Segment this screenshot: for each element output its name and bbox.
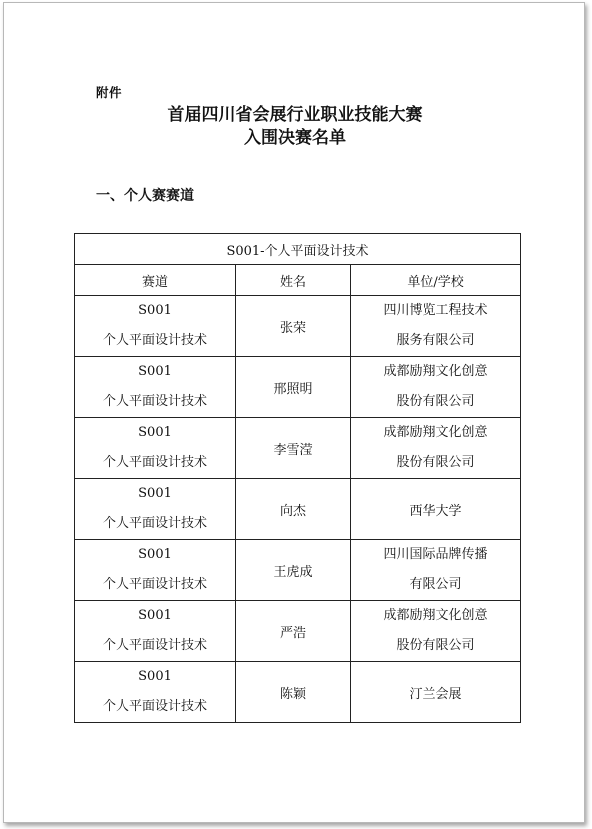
track-name: 个人平面设计技术	[102, 394, 207, 409]
org-line-2: 股份有限公司	[396, 394, 475, 409]
table-header-row	[75, 265, 521, 296]
table-row	[75, 601, 521, 662]
header-organization: 单位/学校	[351, 265, 521, 296]
name-cell: 严浩	[236, 601, 351, 662]
track-code: S001	[138, 669, 172, 684]
org-line-1: 四川国际品牌传播	[383, 547, 488, 562]
track-cell	[75, 296, 236, 357]
name-cell: 王虎成	[236, 540, 351, 601]
org-line-2: 有限公司	[409, 577, 462, 592]
org-line-1: 四川博览工程技术	[383, 303, 488, 318]
table-row	[75, 418, 521, 479]
table-caption: S001-个人平面设计技术	[75, 234, 521, 265]
table-row	[75, 662, 521, 723]
track-name: 个人平面设计技术	[102, 577, 207, 592]
header-track: 赛道	[75, 265, 236, 296]
org-line-1: 成都励翔文化创意	[383, 364, 488, 379]
org-line-2: 服务有限公司	[396, 333, 475, 348]
org-line-2: 股份有限公司	[396, 638, 475, 653]
table-row	[75, 540, 521, 601]
org-line-2: 股份有限公司	[396, 455, 475, 470]
organization-cell	[351, 601, 521, 662]
track-name: 个人平面设计技术	[102, 638, 207, 653]
track-name: 个人平面设计技术	[102, 455, 207, 470]
track-code: S001	[138, 547, 172, 562]
attachment-label: 附件	[96, 85, 123, 100]
track-code: S001	[138, 608, 172, 623]
organization-cell	[351, 296, 521, 357]
org-line-1: 成都励翔文化创意	[383, 425, 488, 440]
finalist-table	[74, 233, 521, 723]
name-cell: 李雪滢	[236, 418, 351, 479]
organization-cell: 西华大学	[351, 479, 521, 540]
document-page	[3, 2, 585, 823]
organization-cell	[351, 540, 521, 601]
track-cell	[75, 540, 236, 601]
name-cell: 陈颖	[236, 662, 351, 723]
header-name: 姓名	[236, 265, 351, 296]
track-code: S001	[138, 425, 172, 440]
table-row	[75, 357, 521, 418]
track-code: S001	[138, 364, 172, 379]
track-name: 个人平面设计技术	[102, 516, 207, 531]
document-title-line-2: 入围决赛名单	[244, 128, 346, 148]
name-cell: 邢照明	[236, 357, 351, 418]
table-caption-row	[75, 234, 521, 265]
track-cell	[75, 601, 236, 662]
track-name: 个人平面设计技术	[102, 333, 207, 348]
track-cell	[75, 479, 236, 540]
name-cell: 向杰	[236, 479, 351, 540]
track-name: 个人平面设计技术	[102, 699, 207, 714]
table-row	[75, 479, 521, 540]
track-code: S001	[138, 486, 172, 501]
track-cell	[75, 662, 236, 723]
track-cell	[75, 418, 236, 479]
org-line-1: 成都励翔文化创意	[383, 608, 488, 623]
organization-cell: 汀兰会展	[351, 662, 521, 723]
organization-cell	[351, 418, 521, 479]
track-code: S001	[138, 303, 172, 318]
organization-cell	[351, 357, 521, 418]
document-title-line-1: 首届四川省会展行业职业技能大赛	[167, 105, 423, 125]
track-cell	[75, 357, 236, 418]
name-cell: 张荣	[236, 296, 351, 357]
table-row	[75, 296, 521, 357]
section-heading: 一、个人赛赛道	[96, 188, 194, 204]
